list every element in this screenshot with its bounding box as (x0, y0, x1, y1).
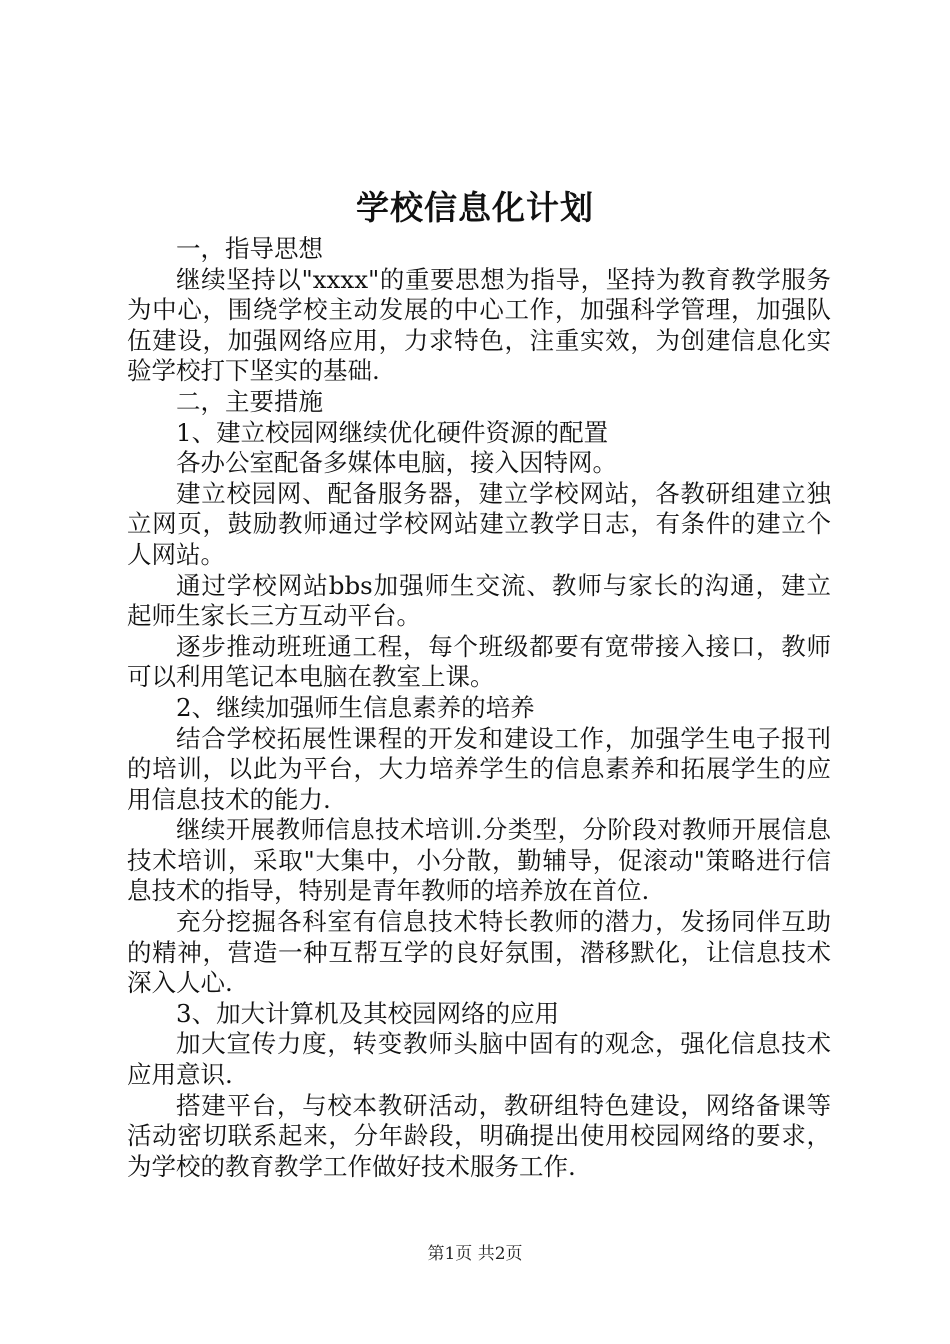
paragraph: 充分挖掘各科室有信息技术特长教师的潜力，发扬同伴互助的精神，营造一种互帮互学的良好氛围，潜移默化，让信息技术深入人心. (127, 907, 831, 998)
paragraph: 逐步推动班班通工程，每个班级都要有宽带接入接口，教师可以利用笔记本电脑在教室上课。 (127, 631, 831, 692)
document-title: 学校信息化计划 (356, 188, 594, 227)
paragraph: 结合学校拓展性课程的开发和建设工作，加强学生电子报刊的培训，以此为平台，大力培养学生的信息素养和拓展学生的应用信息技术的能力. (127, 723, 831, 814)
subsection-heading-information-literacy: 2、继续加强师生信息素养的培养 (176, 692, 535, 722)
subsection-heading-network-application: 3、加大计算机及其校园网络的应用 (176, 998, 560, 1028)
subsection-heading-campus-network: 1、建立校园网继续优化硬件资源的配置 (176, 417, 609, 447)
section-heading-guiding-ideology: 一，指导思想 (176, 234, 323, 263)
paragraph: 继续开展教师信息技术培训.分类型，分阶段对教师开展信息技术培训，采取"大集中，小分散，勤辅导，促滚动"策略进行信息技术的指导，特别是青年教师的培养放在首位. (127, 815, 831, 906)
page-number-footer: 第1页 共2页 (427, 1244, 523, 1264)
document-body (127, 234, 831, 1182)
paragraph: 通过学校网站bbs加强师生交流、教师与家长的沟通，建立起师生家长三方互动平台。 (127, 570, 831, 631)
paragraph: 各办公室配备多媒体电脑，接入因特网。 (176, 448, 617, 478)
paragraph: 加大宣传力度，转变教师头脑中固有的观念，强化信息技术应用意识. (127, 1029, 831, 1090)
section-heading-main-measures: 二，主要措施 (176, 386, 323, 416)
paragraph: 继续坚持以"xxxx"的重要思想为指导，坚持为教育教学服务为中心，围绕学校主动发展的中心工作，加强科学管理，加强队伍建设，加强网络应用，力求特色，注重实效，为创建信息化实验学校打下坚实的基础. (127, 264, 831, 386)
paragraph: 搭建平台，与校本教研活动，教研组特色建设，网络备课等活动密切联系起来，分年龄段，明确提出使用校园网络的要求，为学校的教育教学工作做好技术服务工作. (127, 1090, 831, 1181)
paragraph: 建立校园网、配备服务器，建立学校网站，各教研组建立独立网页，鼓励教师通过学校网站建立教学日志，有条件的建立个人网站。 (127, 478, 831, 569)
